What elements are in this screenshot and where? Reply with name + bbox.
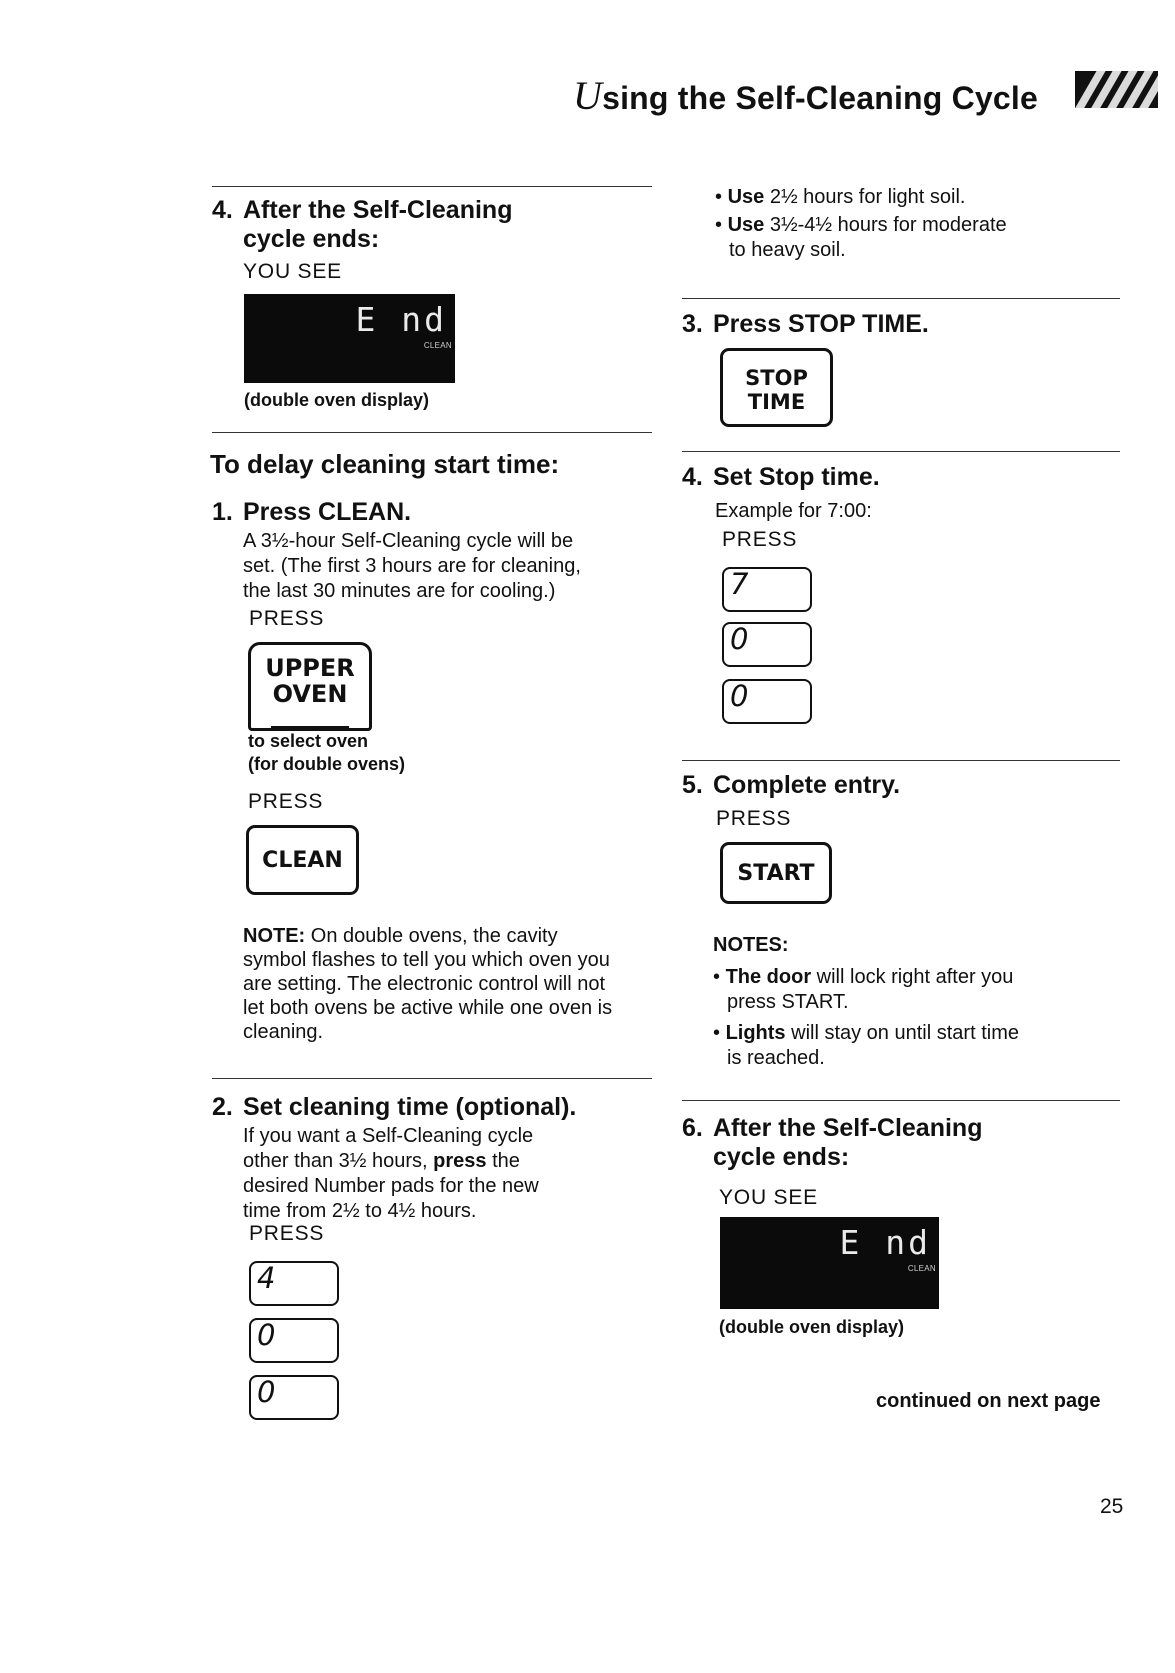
note-item: • Lights will stay on until start time: [713, 1022, 1019, 1044]
text-line: symbol flashes to tell you which oven you: [243, 949, 610, 971]
button-caption: (for double ovens): [248, 754, 405, 774]
right-step4-heading: [682, 463, 1120, 493]
note-text: will stay on until start time: [785, 1022, 1019, 1044]
press-label: PRESS: [722, 528, 798, 551]
key-digit: 4: [257, 1261, 276, 1295]
display-caption: (double oven display): [244, 390, 430, 410]
button-label: OVEN: [272, 680, 348, 708]
key-digit: 0: [730, 622, 749, 656]
text-line: let both ovens be active while one oven is: [243, 997, 613, 1019]
step-number: 1.: [212, 498, 233, 526]
key-digit: 0: [730, 679, 749, 713]
note-item: • The door will lock right after you: [713, 966, 1014, 988]
you-see-label: YOU SEE: [719, 1186, 818, 1209]
display-tag: CLEAN: [907, 1264, 936, 1273]
note-label: NOTE:: [243, 925, 306, 947]
section-heading: To delay cleaning start time:: [210, 449, 560, 479]
page-number: 25: [1100, 1495, 1124, 1518]
clean-button[interactable]: [246, 825, 359, 895]
note-continuation: is reached.: [727, 1047, 825, 1069]
text-line: A 3½-hour Self-Cleaning cycle will be: [243, 530, 574, 552]
left-step4-heading: [212, 196, 652, 256]
button-label: TIME: [747, 390, 806, 414]
button-label: CLEAN: [262, 848, 343, 873]
step1-description: [243, 529, 581, 604]
oven-display: [720, 1217, 939, 1309]
text-line: set. (The first 3 hours are for cleaning,: [243, 555, 581, 577]
step-number: 5.: [682, 771, 703, 799]
bullet-item: • Use 3½-4½ hours for moderate: [715, 214, 1007, 236]
oven-display: [244, 294, 455, 383]
display-readout: E nd: [839, 1223, 931, 1262]
press-label: PRESS: [249, 607, 325, 630]
bullet-list: [715, 185, 1007, 263]
step-number: 2.: [212, 1093, 233, 1121]
display-readout: E nd: [355, 300, 447, 339]
display-caption: (double oven display): [719, 1317, 905, 1337]
upper-oven-button[interactable]: [248, 642, 372, 731]
step-title: Complete entry.: [713, 771, 901, 799]
bullet-bold: Use: [727, 214, 765, 236]
bullet-text: 2½ hours for light soil.: [764, 186, 966, 208]
bullet-bold: Use: [727, 186, 765, 208]
text-line: time from 2½ to 4½ hours.: [243, 1200, 477, 1222]
text-span: the: [486, 1150, 520, 1172]
divider: [682, 451, 1120, 452]
text-bold: press: [433, 1150, 487, 1172]
stop-time-button[interactable]: [720, 348, 833, 427]
note-continuation: press START.: [727, 991, 849, 1013]
number-pad-0[interactable]: [249, 1318, 339, 1363]
step-title-line1: After the Self-Cleaning: [243, 196, 513, 224]
start-button[interactable]: [720, 842, 832, 904]
text-line: On double ovens, the cavity: [305, 925, 558, 947]
button-label: STOP: [745, 366, 808, 390]
key-digit: 7: [730, 567, 749, 601]
bullet-item: • Use 2½ hours for light soil.: [715, 186, 966, 208]
key-digit: 0: [257, 1318, 276, 1352]
page-title: [573, 72, 1038, 119]
note-text: will lock right after you: [811, 966, 1014, 988]
step-title: Press CLEAN.: [243, 498, 412, 526]
step-number: 6.: [682, 1114, 703, 1142]
right-step3-heading: [682, 310, 1120, 340]
example-text: Example for 7:00:: [715, 500, 872, 522]
right-step5-heading: [682, 771, 1120, 801]
notes-label: NOTES:: [713, 934, 789, 956]
step-title: Press STOP TIME.: [713, 310, 929, 338]
left-step1-heading: [212, 498, 652, 528]
note-block: [243, 924, 663, 1044]
divider: [212, 186, 652, 187]
text-line: If you want a Self-Cleaning cycle: [243, 1125, 534, 1147]
you-see-label: YOU SEE: [243, 260, 342, 283]
divider: [212, 1078, 652, 1079]
press-label: PRESS: [249, 1222, 325, 1245]
number-pad-4[interactable]: [249, 1261, 339, 1306]
notes-block: [713, 933, 1019, 1071]
text-line: cleaning.: [243, 1021, 324, 1043]
note-bold: Lights: [725, 1022, 786, 1044]
number-pad-7[interactable]: [722, 567, 812, 612]
text-line: the last 30 minutes are for cooling.): [243, 580, 556, 602]
key-digit: 0: [257, 1375, 276, 1409]
number-pad-0[interactable]: [722, 622, 812, 667]
step-number: 4.: [212, 196, 233, 224]
number-pad-0[interactable]: [249, 1375, 339, 1420]
press-label: PRESS: [716, 807, 792, 830]
divider: [682, 298, 1120, 299]
right-step6-heading: [682, 1114, 1120, 1174]
step-title-line1: After the Self-Cleaning: [713, 1114, 983, 1142]
button-label: UPPER: [265, 654, 355, 682]
step-number: 3.: [682, 310, 703, 338]
step-title-line2: cycle ends:: [713, 1143, 850, 1171]
divider: [212, 432, 652, 433]
step-title: Set cleaning time (optional).: [243, 1093, 577, 1121]
display-tag: CLEAN: [423, 341, 452, 350]
step-title: Set Stop time.: [713, 463, 880, 491]
title-initial: U: [573, 73, 603, 118]
bullet-text: 3½-4½ hours for moderate: [764, 214, 1007, 236]
number-pad-0[interactable]: [722, 679, 812, 724]
bullet-continuation: to heavy soil.: [729, 239, 846, 261]
left-step2-heading: [212, 1093, 652, 1123]
title-text: sing the Self-Cleaning Cycle: [602, 80, 1039, 116]
step-number: 4.: [682, 463, 703, 491]
decorative-stripes-logo-icon: [1075, 71, 1158, 108]
text-line: are setting. The electronic control will not: [243, 973, 606, 995]
divider: [682, 760, 1120, 761]
continued-note: continued on next page: [876, 1390, 1101, 1412]
step-title-line2: cycle ends:: [243, 225, 380, 253]
note-bold: The door: [725, 966, 812, 988]
divider: [682, 1100, 1120, 1101]
press-label: PRESS: [248, 790, 324, 813]
text-line: desired Number pads for the new: [243, 1175, 539, 1197]
button-label: START: [737, 861, 815, 886]
button-caption: to select oven: [248, 731, 369, 751]
step2-description: [243, 1124, 539, 1224]
text-span: other than 3½ hours,: [243, 1150, 434, 1172]
